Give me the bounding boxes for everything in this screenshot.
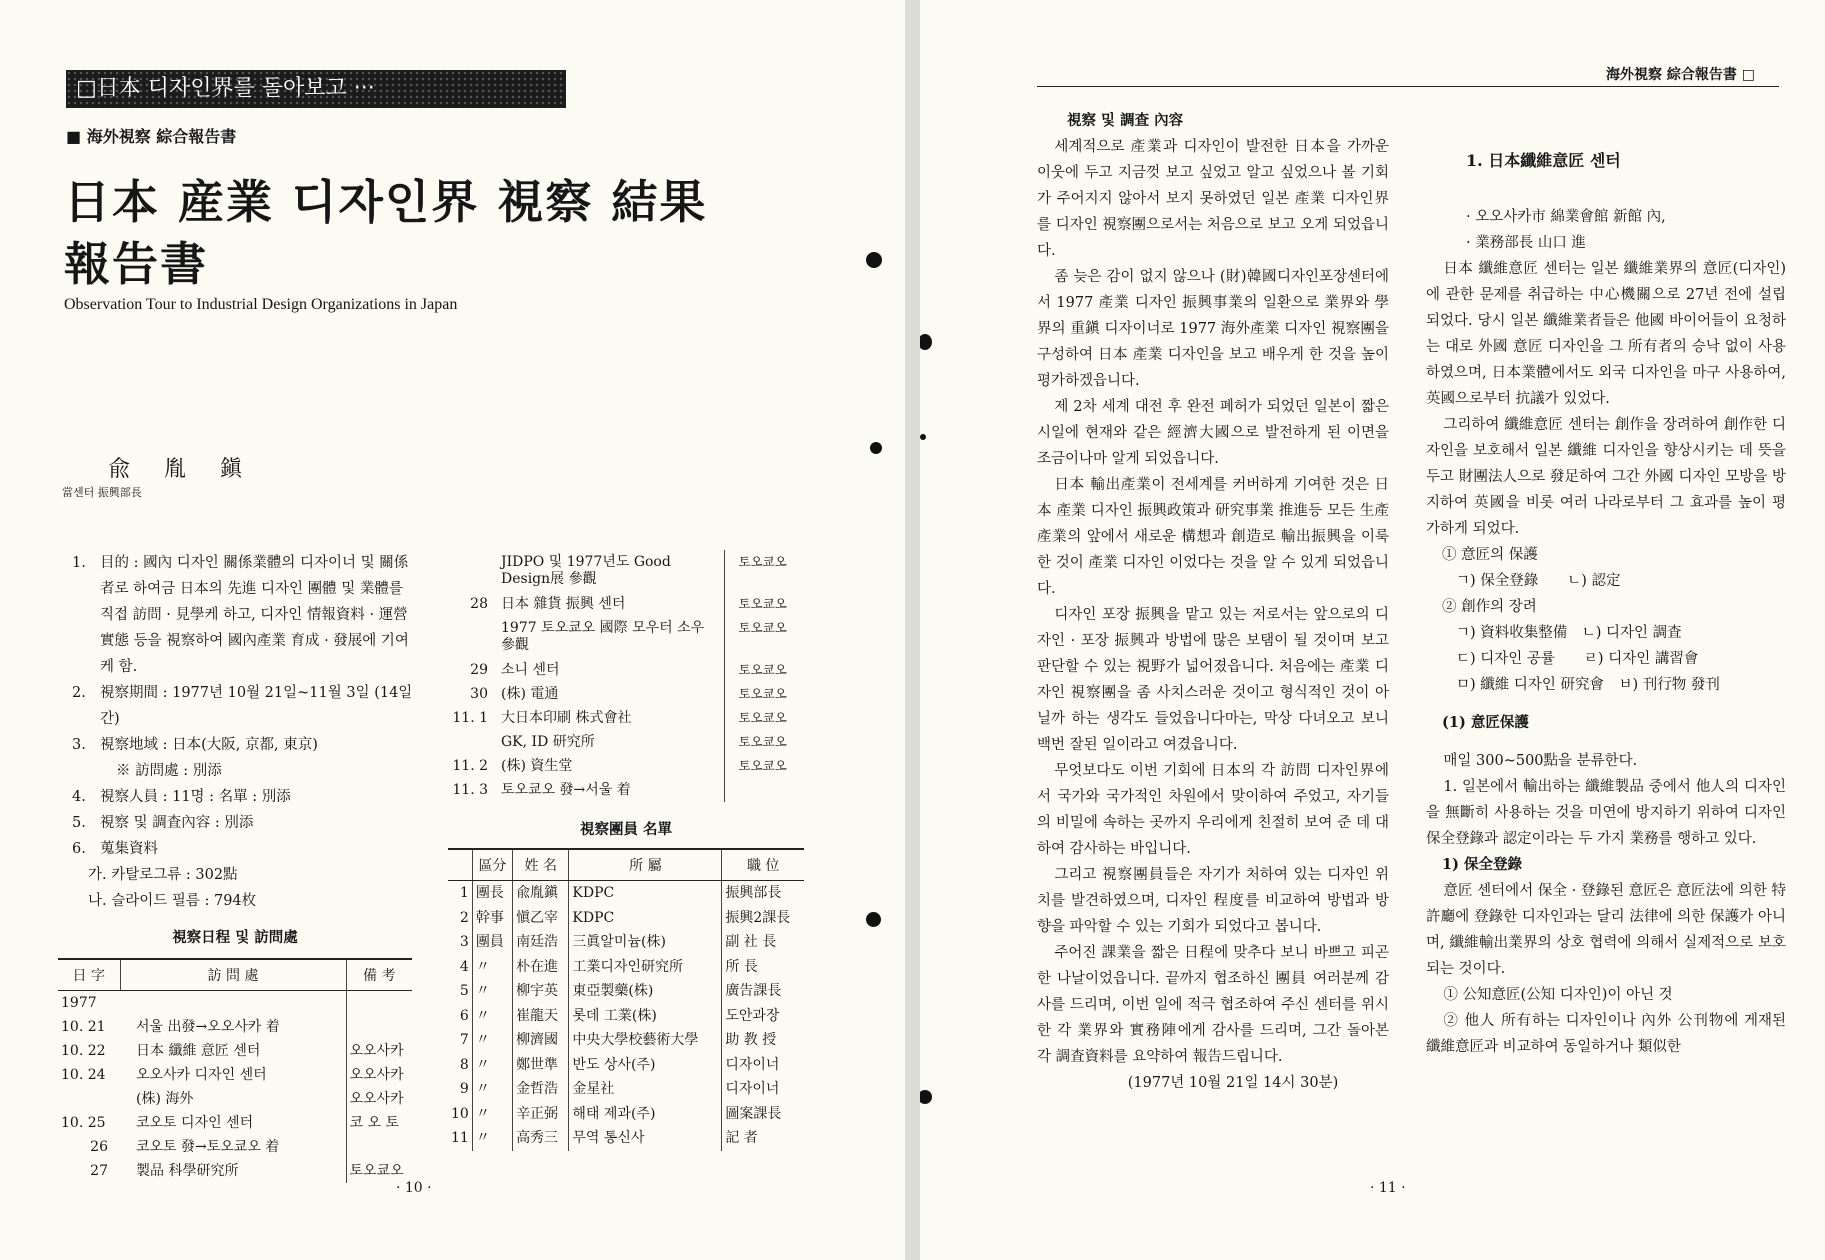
paragraph: 디자인 포장 振興을 맡고 있는 저로서는 앞으로의 디자인 · 포장 振興과 방법에 많은 보탬이 될 것이며 보고 판단할 수 있는 視野가 넓어졌읍니다. 처음에는 產業 디자인 視察團을 좀 사치스러운 것이고 형식적인 것이 아닐까 하는 생각도 들었읍니다마는, 막상 다녀오고 보니 백번 잘된 일이라고 여겼읍니다. — [1037, 607, 1389, 753]
list-item: ② 他人 所有하는 디자인이나 內外 公刊物에 게재된 纖維意匠과 비교하여 동일하거나 類似한 — [1426, 1013, 1786, 1055]
column-header — [448, 849, 472, 881]
members-title: 視察團員 名單 — [579, 821, 673, 838]
list-item: 4. 視察人員 : 11명 : 名單 : 別添 — [72, 789, 291, 805]
table-row: 5 〃 柳宇英 東亞製藥(株) 廣告課長 — [448, 979, 804, 1004]
paragraph: 日本 輸出產業이 전세계를 커버하게 기여한 것은 日本 產業 디자인 振興政策과 研究事業 推進등 모든 生產產業의 앞에서 새로운 構想과 創造로 輸出振興을 이룩한 것이 產業 디자인 이었다는 것을 알 수 있게 되었읍니다. — [1037, 477, 1389, 597]
report-column-left — [1037, 108, 1389, 1096]
list-item: ㅁ) 纖維 디자인 研究會 ㅂ) 刊行物 發刊 — [1456, 677, 1720, 693]
table-row: 10 〃 辛正弼 해태 제과(주) 圖案課長 — [448, 1102, 804, 1127]
column-header: 姓 名 — [513, 849, 569, 881]
table-row: 30 (株) 電通 토오쿄오 — [448, 682, 804, 706]
table-row: 27 製品 科學研究所 토오쿄오 — [58, 1159, 412, 1183]
list-item: 5. 視察 및 調査內容 : 別添 — [72, 815, 254, 831]
paragraph: 매일 300~500點을 분류한다. — [1443, 753, 1638, 769]
table-row: 11. 3 토오쿄오 發→서울 着 — [448, 778, 804, 802]
page-number: · 11 · — [1370, 1180, 1406, 1196]
table-row: 2 幹事 愼乙宰 KDPC 振興2課長 — [448, 906, 804, 931]
ink-blot — [920, 434, 926, 440]
series-banner: □日本 디자인界를 돌아보고 ··· — [66, 70, 566, 108]
sub-heading: (1) 意匠保護 — [1442, 714, 1529, 731]
column-header: 區分 — [472, 849, 512, 881]
table-row: 10. 24 오오사카 디자인 센터 오오사카 — [58, 1063, 412, 1087]
ink-blot — [866, 912, 881, 927]
ink-blot — [870, 442, 882, 454]
table-row: 10. 25 코오토 디자인 센터 코 오 토 — [58, 1111, 412, 1135]
paragraph: 제 2차 세계 대전 후 완전 폐허가 되었던 일본이 짧은 시일에 현재와 같은 經濟大國으로 발전하게 된 이면을 조금이나마 알게 되었읍니다. — [1037, 399, 1389, 467]
author-role: 當센터 振興部長 — [62, 486, 142, 499]
left-page — [0, 0, 905, 1260]
author-name: 兪胤鎭 — [108, 457, 277, 482]
address-line: · 오오사카市 綿業會館 新館 內, — [1466, 209, 1666, 225]
list-item: ① 公知意匠(公知 디자인)이 아닌 것 — [1443, 987, 1673, 1003]
date-line: (1977년 10월 21일 14시 30분) — [1127, 1075, 1339, 1091]
column-header: 備 考 — [346, 959, 412, 991]
schedule-table — [58, 958, 412, 1183]
list-item: 1. 目的 : 國內 디자인 關係業體의 디자이너 및 關係者로 하여금 日本의 先進 디자인 團體 및 業體를 직접 訪問 · 見學케 하고, 디자인 情報資料 · 運營實態 등을 視察하여 國內產業 育成 · 發展에 기여케 함. — [72, 555, 409, 675]
table-row: 10. 21 서울 出發→오오사카 着 — [58, 1015, 412, 1039]
table-row: 29 소니 센터 토오쿄오 — [448, 658, 804, 682]
page-title-line1: 日本 産業 디자인界 視察 結果 — [64, 175, 708, 229]
paragraph: 주어진 課業을 짧은 日程에 맞추다 보니 바쁘고 피곤한 나날이었읍니다. 끝까지 협조하신 團員 여러분께 감사를 드리며, 이번 일에 적극 협조하여 주신 센터를 위시한 각 業界와 實務陣에게 감사를 드리며, 그간 돌아본 각 調査資料를 요약하여 報告드립니다. — [1037, 945, 1389, 1065]
table-row: 1 團長 兪胤鎭 KDPC 振興部長 — [448, 881, 804, 906]
table-row: 1977 — [58, 991, 412, 1016]
english-title: Observation Tour to Industrial Design Organizations in Japan — [64, 296, 458, 313]
column-header: 日 字 — [58, 959, 120, 991]
table-row: (株) 海外 오오사카 — [58, 1087, 412, 1111]
table-row: 11. 1 大日本印刷 株式會社 토오쿄오 — [448, 706, 804, 730]
list-item: 6. 蒐集資料 — [72, 841, 158, 857]
right-page — [920, 0, 1825, 1260]
sub-heading: 1) 保全登錄 — [1442, 856, 1522, 873]
paragraph: 日本 纖維意匠 센터는 일본 纖維業界의 意匠(디자인)에 관한 문제를 취급하는 中心機關으로 27년 전에 설립되었다. 당시 일본 纖維業者들은 他國 바이어들이 요청하는 대로 外國 意匠 디자인을 그 所有者의 승낙 없이 사용하였으며, 日本業體에서도 외국 디자인을 마구 사용하여, 英國으로부터 抗議가 있었다. — [1426, 261, 1786, 407]
table-row: 4 〃 朴在進 工業디자인研究所 所 長 — [448, 955, 804, 980]
table-row: GK, ID 研究所 토오쿄오 — [448, 730, 804, 754]
list-item: ㄷ) 디자인 공률 ㄹ) 디자인 講習會 — [1456, 651, 1699, 667]
paragraph: 그리하여 纖維意匠 센터는 創作을 장려하여 創作한 디자인을 보호해서 일본 纖維 디자인을 향상시키는 데 뜻을 두고 財團法人으로 發足하여 그간 外國 디자인 모방을 방지하여 英國을 비롯 여러 나라로부터 그 효과를 높이 평가하게 되었다. — [1426, 417, 1786, 537]
list-item: ② 創作의 장려 — [1442, 599, 1537, 615]
table-row: 6 〃 崔龍天 롯데 工業(株) 도안과장 — [448, 1004, 804, 1029]
ink-blot — [920, 1090, 932, 1104]
purpose-list — [72, 550, 417, 914]
paragraph: 무엇보다도 이번 기회에 日本의 각 訪問 디자인界에서 국가와 국가적인 차원에서 맞이하여 주었고, 자기들의 비밀에 속하는 곳까지 우리에게 친절히 보여 준 데 대하여 감사하는 바입니다. — [1037, 763, 1389, 857]
table-row: 8 〃 鄭世準 반도 상사(주) 디자이너 — [448, 1053, 804, 1078]
series-subtitle: ■ 海外視察 綜合報告書 — [66, 127, 237, 146]
ink-blot — [920, 334, 932, 350]
schedule-title: 視察日程 및 訪問處 — [172, 929, 298, 946]
paragraph: 1. 일본에서 輸出하는 纖維製品 중에서 他人의 디자인을 無斷히 사용하는 것을 미연에 방지하기 위하여 디자인 保全登錄과 認定이라는 두 가지 業務를 행하고 있다. — [1426, 779, 1786, 847]
table-row: 26 코오토 發→토오쿄오 着 — [58, 1135, 412, 1159]
column-header: 所 屬 — [569, 849, 722, 881]
table-row: 11. 2 (株) 資生堂 토오쿄오 — [448, 754, 804, 778]
list-item: 2. 視察期間 : 1977년 10월 21일~11월 3일 (14일간) — [72, 685, 413, 727]
table-row: 11 〃 高秀三 무역 통신사 記 者 — [448, 1126, 804, 1151]
ink-blot — [866, 252, 882, 268]
address-line: · 業務部長 山口 進 — [1466, 235, 1586, 251]
page-number: · 10 · — [396, 1180, 432, 1196]
schedule-table-continued — [448, 550, 804, 802]
paragraph: 세계적으로 產業과 디자인이 발전한 日本을 가까운 이웃에 두고 지금껏 보고 싶었고 알고 싶었으나 볼 기회가 주어지지 않아서 보지 못하였던 일본 產業 디자인界를 디자인 視察團으로서는 처음으로 보고 오게 되었읍니다. — [1037, 139, 1389, 259]
section-heading: 視察 및 調査 內容 — [1067, 112, 1184, 129]
paragraph: 좀 늦은 감이 없지 않으나 (財)韓國디자인포장센터에서 1977 產業 디자인 振興事業의 일환으로 業界와 學界의 重鎭 디자이너로 1977 海外產業 디자인 視察團을 구성하여 日本 產業 디자인을 보고 배우게 한 것을 높이 평가하겠읍니다. — [1037, 269, 1389, 389]
list-item: ※ 訪問處 : 別添 — [116, 763, 222, 779]
list-item: 나. 슬라이드 필름 : 794枚 — [88, 893, 257, 909]
list-item: ㄱ) 資料收集整備 ㄴ) 디자인 調査 — [1456, 625, 1682, 641]
table-row: 28 日本 雜貨 振興 센터 토오쿄오 — [448, 592, 804, 616]
running-header: 海外視察 綜合報告書 □ — [1606, 67, 1755, 83]
list-item: 3. 視察地域 : 日本(大阪, 京都, 東京) — [72, 737, 318, 753]
table-row: 9 〃 金哲浩 金星社 디자이너 — [448, 1077, 804, 1102]
page-title-line2: 報告書 — [64, 237, 208, 291]
table-row: 3 團員 南廷浩 三眞알미늄(株) 副 社 長 — [448, 930, 804, 955]
members-table — [448, 848, 804, 1151]
book-gutter — [905, 0, 920, 1260]
table-row: JIDPO 및 1977년도 Good Design展 參觀 토오쿄오 — [448, 550, 804, 592]
list-item: ㄱ) 保全登錄 ㄴ) 認定 — [1456, 573, 1621, 589]
paragraph: 그리고 視察團員들은 자기가 처하여 있는 디자인 위치를 발견하였으며, 디자인 程度를 비교하여 방법과 방향을 파악할 수 있는 기회가 되었다고 봅니다. — [1037, 867, 1389, 935]
table-row: 1977 토오쿄오 國際 모우터 소우 參觀 토오쿄오 — [448, 616, 804, 658]
list-item: ① 意匠의 保護 — [1442, 547, 1538, 563]
column-header: 訪 問 處 — [120, 959, 346, 991]
column-header: 職 位 — [722, 849, 804, 881]
table-row: 10. 22 日本 纖維 意匠 센터 오오사카 — [58, 1039, 412, 1063]
table-row: 7 〃 柳濟國 中央大學校藝術大學 助 教 授 — [448, 1028, 804, 1053]
paragraph: 意匠 센터에서 保全 · 登錄된 意匠은 意匠法에 의한 特許廳에 登錄한 디자인과는 달리 法律에 의한 保護가 아니며, 纖維輸出業界의 상호 협력에 의해서 실제적으로 보호되는 것이다. — [1426, 883, 1786, 977]
header-rule — [1037, 86, 1779, 87]
center-heading: 1. 日本纖維意匠 센터 — [1466, 151, 1621, 170]
list-item: 가. 카탈로그류 : 302點 — [88, 867, 238, 883]
report-column-right — [1426, 148, 1786, 1060]
